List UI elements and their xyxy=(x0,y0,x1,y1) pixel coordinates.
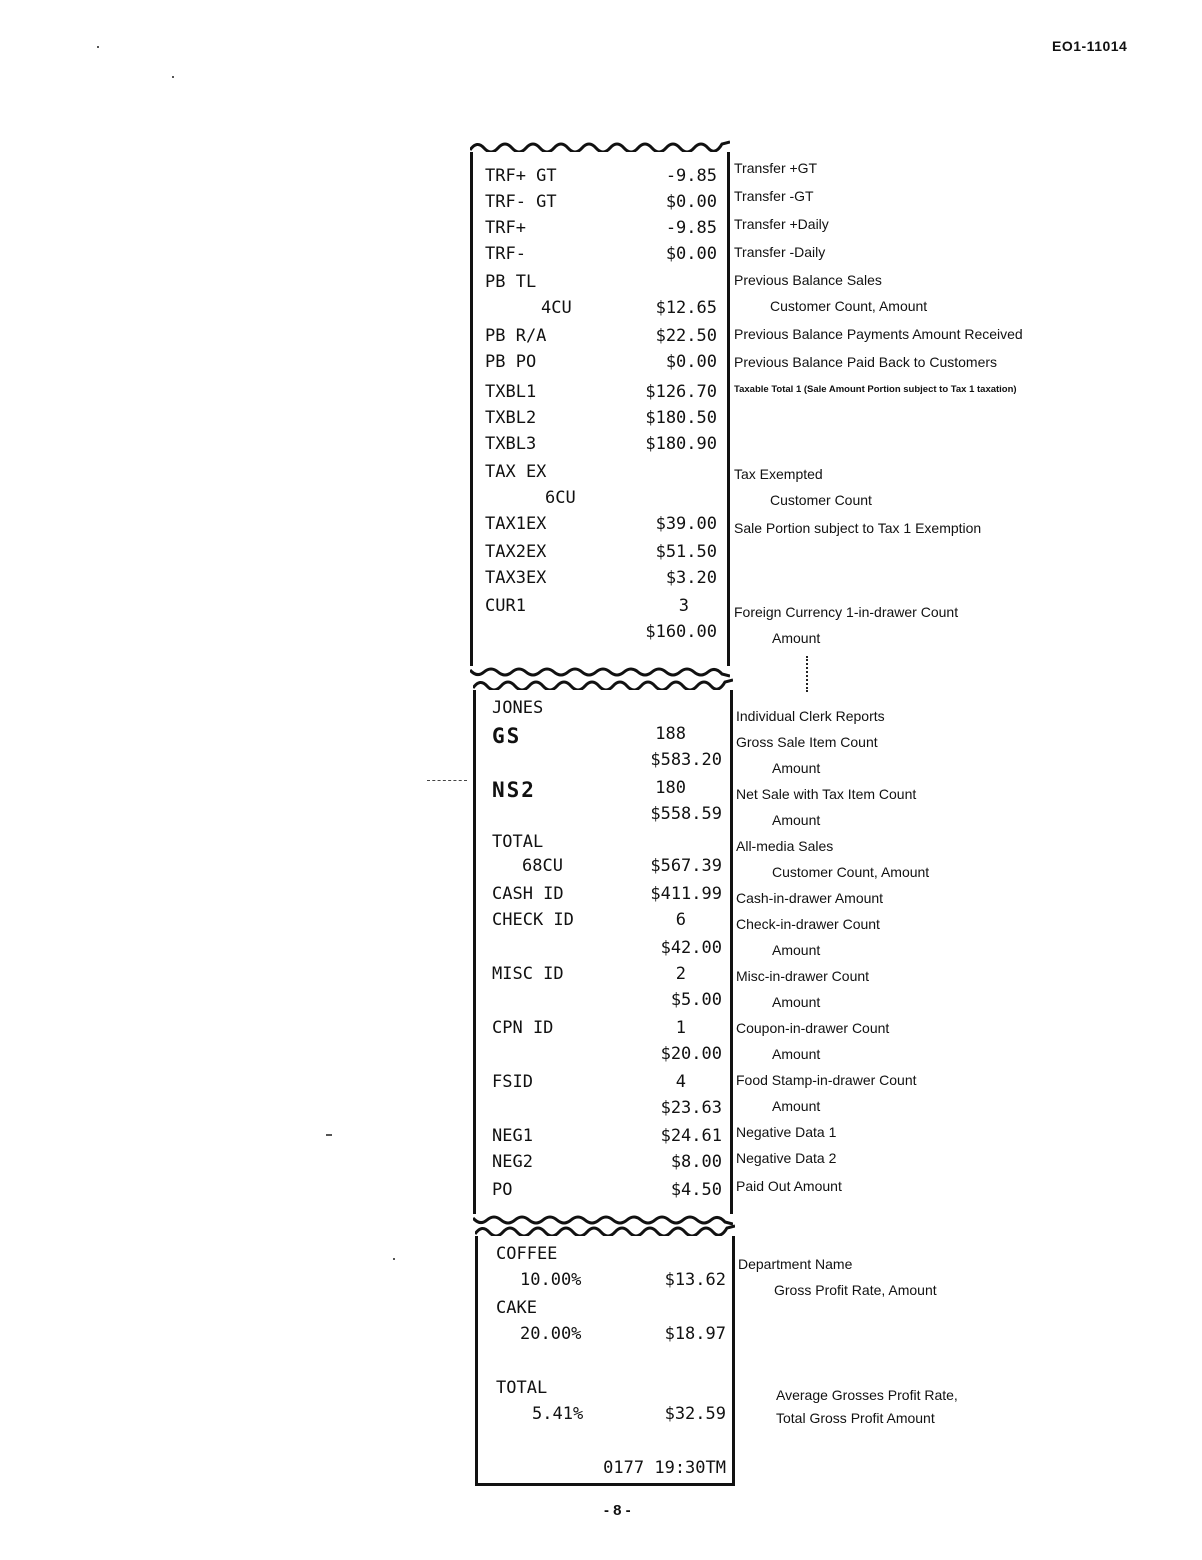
tear-edge-top xyxy=(475,1222,735,1236)
receipt-label: PB TL xyxy=(485,272,537,292)
annotation-note: Customer Count xyxy=(770,492,872,508)
receipt-label: 6CU xyxy=(545,488,576,508)
receipt-label: FSID xyxy=(492,1072,533,1092)
receipt-value: $3.20 xyxy=(665,568,717,588)
receipt-label: CAKE xyxy=(496,1298,537,1318)
receipt-value: $0.00 xyxy=(665,352,717,372)
margin-mark xyxy=(427,780,467,782)
receipt-label: CUR1 xyxy=(485,596,526,616)
annotation-note: Foreign Currency 1-in-drawer Count xyxy=(734,604,959,620)
receipt-value: 3 xyxy=(678,596,689,616)
tear-edge-top xyxy=(470,138,730,152)
annotation-note: Tax Exempted xyxy=(734,466,823,482)
receipt-label: TXBL1 xyxy=(485,382,537,402)
receipt-value: $180.90 xyxy=(645,434,717,454)
receipt-label: TRF- GT xyxy=(485,192,557,212)
receipt-label: MISC ID xyxy=(492,964,564,984)
receipt-value: $5.00 xyxy=(670,990,722,1010)
annotation-note: Previous Balance Sales xyxy=(734,272,882,288)
receipt-value: $583.20 xyxy=(650,750,722,770)
receipt-footer-timestamp: 0177 19:30TM xyxy=(603,1458,726,1478)
receipt-label: 68CU xyxy=(522,856,563,876)
annotation-note: Coupon-in-drawer Count xyxy=(736,1020,890,1036)
receipt-value: 1 xyxy=(675,1018,686,1038)
annotation-note: All-media Sales xyxy=(736,838,834,854)
annotation-note: Sale Portion subject to Tax 1 Exemption xyxy=(734,520,982,536)
receipt-value: $558.59 xyxy=(650,804,722,824)
annotation-note: Average Grosses Profit Rate, xyxy=(776,1387,958,1403)
scan-speck xyxy=(393,1258,395,1260)
receipt-value: $20.00 xyxy=(660,1044,722,1064)
receipt-value: $567.39 xyxy=(650,856,722,876)
receipt-value: 188 xyxy=(655,724,686,744)
receipt-label: 4CU xyxy=(541,298,572,318)
annotation-note: Individual Clerk Reports xyxy=(736,708,885,724)
annotation-note: Check-in-drawer Count xyxy=(736,916,880,932)
scan-speck xyxy=(97,46,99,48)
receipt-value: 2 xyxy=(675,964,686,984)
annotation-note: Total Gross Profit Amount xyxy=(776,1410,935,1426)
receipt-label: TAX EX xyxy=(485,462,547,482)
page-number: - 8 - xyxy=(604,1502,631,1519)
receipt-value: 180 xyxy=(655,778,686,798)
annotation-note: Transfer -GT xyxy=(734,188,814,204)
receipt-value: $32.59 xyxy=(664,1404,726,1424)
receipt-label: PB R/A xyxy=(485,326,547,346)
receipt-section-transfers xyxy=(470,152,730,666)
annotation-note: Amount xyxy=(772,812,821,828)
receipt-value: $39.00 xyxy=(655,514,717,534)
annotation-note: Previous Balance Paid Back to Customers xyxy=(734,354,998,370)
receipt-label: TXBL2 xyxy=(485,408,537,428)
receipt-value: $13.62 xyxy=(664,1270,726,1290)
receipt-label: PB PO xyxy=(485,352,537,372)
receipt-label: TRF- xyxy=(485,244,526,264)
receipt-value: $51.50 xyxy=(655,542,717,562)
annotation-note: Amount xyxy=(772,1046,821,1062)
annotation-note: Misc-in-drawer Count xyxy=(736,968,870,984)
annotation-note: Amount xyxy=(772,760,821,776)
receipt-label: NS2 xyxy=(492,778,536,802)
annotation-note: Customer Count, Amount xyxy=(770,298,928,314)
receipt-value: 4 xyxy=(675,1072,686,1092)
annotation-note: Transfer -Daily xyxy=(734,244,826,260)
receipt-value: -9.85 xyxy=(665,166,717,186)
annotation-note: Transfer +GT xyxy=(734,160,818,176)
receipt-value: $8.00 xyxy=(670,1152,722,1172)
annotation-note: Previous Balance Payments Amount Received xyxy=(734,326,1023,342)
receipt-label: TXBL3 xyxy=(485,434,537,454)
annotation-note: Amount xyxy=(772,1098,821,1114)
receipt-value: $160.00 xyxy=(645,622,717,642)
receipt-label: NEG1 xyxy=(492,1126,533,1146)
receipt-value: $126.70 xyxy=(645,382,717,402)
annotation-note: Amount xyxy=(772,630,821,646)
receipt-label: TOTAL xyxy=(492,832,544,852)
receipt-value: $18.97 xyxy=(664,1324,726,1344)
annotation-note: Amount xyxy=(772,994,821,1010)
receipt-value: -9.85 xyxy=(665,218,717,238)
scan-speck xyxy=(326,1134,332,1136)
receipt-value: $12.65 xyxy=(655,298,717,318)
annotation-note: Customer Count, Amount xyxy=(772,864,930,880)
receipt-label: 10.00% xyxy=(520,1270,582,1290)
receipt-value: $180.50 xyxy=(645,408,717,428)
tear-edge-top xyxy=(473,676,733,690)
receipt-section-clerk xyxy=(473,690,733,1214)
annotation-note: Negative Data 1 xyxy=(736,1124,837,1140)
document-id: EO1-11014 xyxy=(1052,38,1128,54)
receipt-value: $22.50 xyxy=(655,326,717,346)
receipt-label: COFFEE xyxy=(496,1244,558,1264)
receipt-label: TAX2EX xyxy=(485,542,547,562)
receipt-section-department xyxy=(475,1236,735,1486)
receipt-label: CPN ID xyxy=(492,1018,554,1038)
receipt-label: TOTAL xyxy=(496,1378,548,1398)
receipt-value: $0.00 xyxy=(665,244,717,264)
annotation-note: Gross Sale Item Count xyxy=(736,734,878,750)
receipt-label: NEG2 xyxy=(492,1152,533,1172)
receipt-label: TRF+ xyxy=(485,218,526,238)
receipt-value: $0.00 xyxy=(665,192,717,212)
receipt-label: CASH ID xyxy=(492,884,564,904)
annotation-note: Paid Out Amount xyxy=(736,1178,842,1194)
receipt-label: TAX3EX xyxy=(485,568,547,588)
annotation-note: Net Sale with Tax Item Count xyxy=(736,786,917,802)
receipt-value: 6 xyxy=(675,910,686,930)
annotation-note: Negative Data 2 xyxy=(736,1150,837,1166)
continuation-dots xyxy=(806,656,812,692)
annotation-note: Department Name xyxy=(738,1256,853,1272)
receipt-label: TRF+ GT xyxy=(485,166,557,186)
receipt-value: $411.99 xyxy=(650,884,722,904)
receipt-label: CHECK ID xyxy=(492,910,574,930)
annotation-note: Food Stamp-in-drawer Count xyxy=(736,1072,917,1088)
annotation-note: Transfer +Daily xyxy=(734,216,829,232)
receipt-label: PO xyxy=(492,1180,513,1200)
receipt-label: GS xyxy=(492,724,522,748)
annotation-note: Gross Profit Rate, Amount xyxy=(774,1282,937,1298)
receipt-label: 5.41% xyxy=(532,1404,584,1424)
receipt-value: $24.61 xyxy=(660,1126,722,1146)
receipt-label: JONES xyxy=(492,698,544,718)
scan-speck xyxy=(172,76,174,78)
receipt-label: TAX1EX xyxy=(485,514,547,534)
receipt-value: $4.50 xyxy=(670,1180,722,1200)
receipt-value: $42.00 xyxy=(660,938,722,958)
annotation-note: Taxable Total 1 (Sale Amount Portion subject to Tax 1 taxation) xyxy=(734,384,1017,395)
annotation-note: Cash-in-drawer Amount xyxy=(736,890,884,906)
receipt-label: 20.00% xyxy=(520,1324,582,1344)
annotation-note: Amount xyxy=(772,942,821,958)
receipt-value: $23.63 xyxy=(660,1098,722,1118)
